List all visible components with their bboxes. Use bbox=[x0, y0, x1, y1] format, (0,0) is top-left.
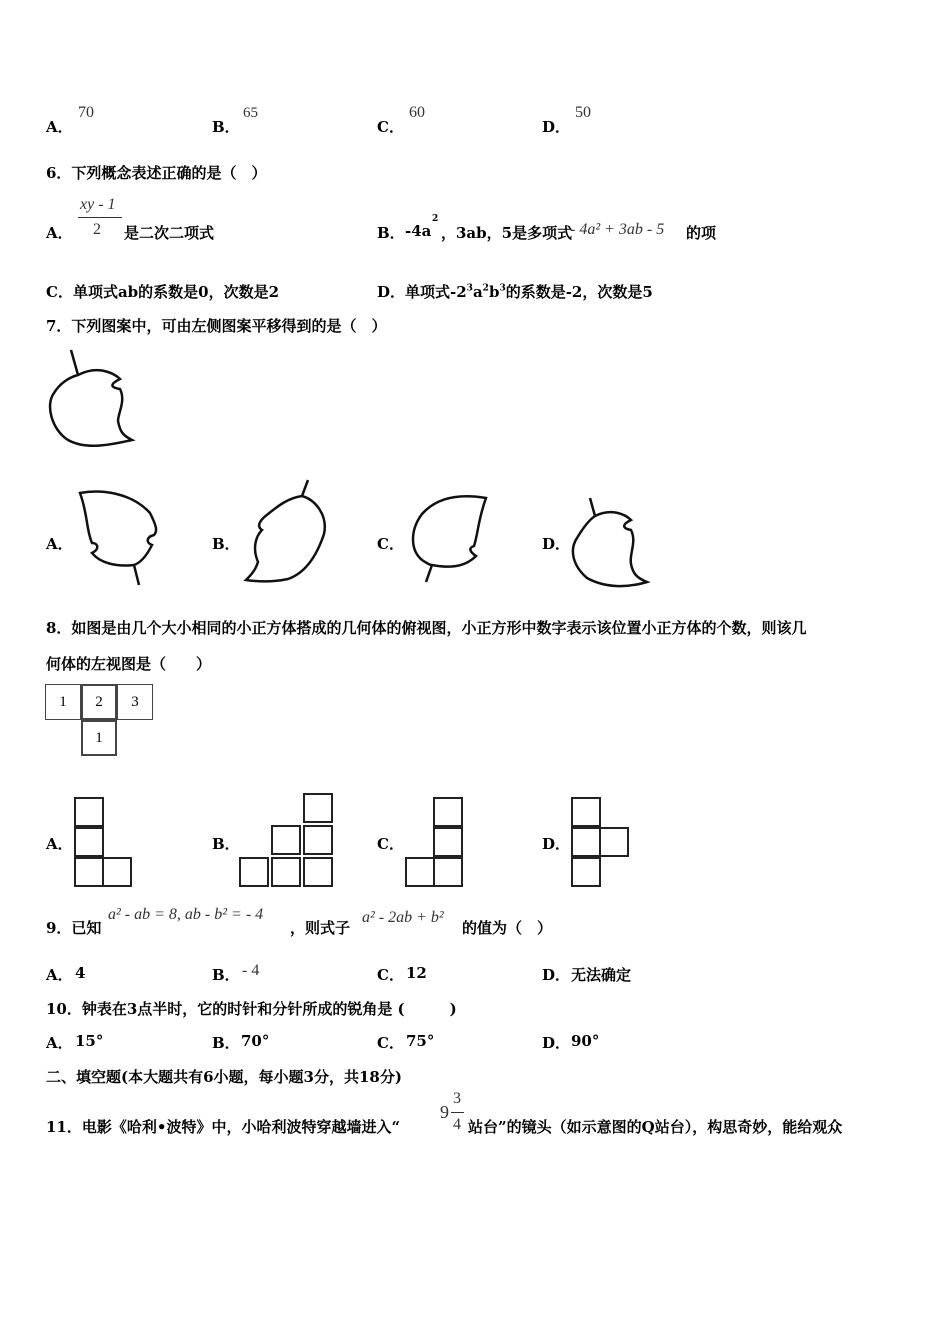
q6-a-denominator: 2 bbox=[93, 221, 101, 238]
q6-d-sup3: 3 bbox=[499, 283, 506, 294]
q8-stem-line1: 8．如图是由几个大小相同的小正方体搭成的几何体的俯视图，小正方形中数字表示该位置小正方体的个数，则该几 bbox=[46, 619, 807, 637]
q6-d-text2: a bbox=[472, 283, 483, 301]
q9-option-c-label[interactable]: C． bbox=[377, 966, 404, 984]
q8-stem-line2: 何体的左视图是（ ） bbox=[46, 655, 212, 673]
q11-fraction-bar bbox=[451, 1112, 464, 1113]
grid-cell: 3 bbox=[117, 684, 153, 720]
q11-prefix: 11．电影《哈利•波特》中，小哈利波特穿越墙进入“ bbox=[46, 1118, 401, 1136]
q7-option-b-label[interactable]: B． bbox=[212, 535, 240, 553]
q5-option-b-label[interactable]: B． bbox=[212, 118, 240, 136]
q6-option-a-label[interactable]: A． bbox=[46, 224, 73, 242]
q8-option-b-label[interactable]: B． bbox=[212, 835, 240, 853]
grid-cell: 2 bbox=[81, 684, 117, 720]
q6-a-fraction-bar bbox=[78, 217, 122, 218]
q7-option-d-label[interactable]: D． bbox=[542, 535, 571, 553]
q6-option-c[interactable]: C．单项式ab的系数是0，次数是2 bbox=[46, 283, 280, 301]
q10-option-c-label[interactable]: C． bbox=[377, 1034, 404, 1052]
q6-stem: 6．下列概念表述正确的是（ ） bbox=[46, 164, 267, 182]
q8-option-c-label[interactable]: C． bbox=[377, 835, 404, 853]
q7-stem: 7．下列图案中，可由左侧图案平移得到的是（ ） bbox=[46, 317, 387, 335]
q9-option-d-label[interactable]: D． bbox=[542, 966, 571, 984]
q7-option-d-leaf[interactable] bbox=[565, 494, 665, 594]
q6-b-text1: -4a bbox=[405, 222, 432, 240]
q9-prefix: 9．已知 bbox=[46, 919, 102, 937]
q6-d-text4: 的系数是-2，次数是5 bbox=[505, 283, 653, 301]
q8-option-d-label[interactable]: D． bbox=[542, 835, 571, 853]
q5-option-d-label[interactable]: D． bbox=[542, 118, 571, 136]
q6-d-text1: D．单项式-2 bbox=[377, 283, 467, 301]
grid-cell: 1 bbox=[45, 684, 81, 720]
q5-option-a-label[interactable]: A． bbox=[46, 118, 73, 136]
q5-option-c-value: 60 bbox=[409, 104, 425, 121]
q11-mixed-denominator: 4 bbox=[453, 1116, 461, 1133]
q9-option-a-value: 4 bbox=[75, 964, 86, 982]
grid-cell: 1 bbox=[81, 720, 117, 756]
q6-d-sup2: 2 bbox=[482, 283, 489, 294]
q7-option-a-leaf[interactable] bbox=[72, 485, 172, 590]
q9-option-c-value: 12 bbox=[406, 964, 427, 982]
q7-option-b-leaf[interactable] bbox=[238, 476, 338, 586]
q5-option-a-value: 70 bbox=[78, 104, 94, 121]
q11-mixed-numerator: 3 bbox=[453, 1090, 461, 1107]
q9-option-d-value: 无法确定 bbox=[571, 966, 632, 984]
q6-b-sup: 2 bbox=[432, 214, 439, 224]
q6-b-text3: 的项 bbox=[686, 224, 717, 242]
q5-option-b-value: 65 bbox=[243, 105, 258, 121]
q11-mixed-whole: 9 bbox=[440, 1102, 449, 1122]
q11-suffix: 站台”的镜头（如示意图的Q站台），构思奇妙，能给观众 bbox=[468, 1118, 843, 1136]
q9-middle: ，则式子 bbox=[290, 919, 351, 937]
q10-option-b-value: 70° bbox=[241, 1032, 270, 1050]
q6-d-text3: b bbox=[488, 283, 500, 301]
q6-b-expression: - 4a² + 3ab - 5 bbox=[570, 221, 665, 238]
q9-given-expression: a² - ab = 8, ab - b² = - 4 bbox=[108, 906, 264, 923]
q8-option-a-label[interactable]: A． bbox=[46, 835, 73, 853]
q9-target-expression: a² - 2ab + b² bbox=[362, 909, 444, 926]
q10-option-a-label[interactable]: A． bbox=[46, 1034, 73, 1052]
q9-suffix: 的值为（ ） bbox=[462, 919, 553, 937]
q9-option-b-label[interactable]: B． bbox=[212, 966, 240, 984]
q6-option-b-label[interactable]: B． bbox=[377, 224, 405, 242]
q10-option-d-label[interactable]: D． bbox=[542, 1034, 571, 1052]
q9-option-a-label[interactable]: A． bbox=[46, 966, 73, 984]
q10-option-c-value: 75° bbox=[406, 1032, 435, 1050]
q10-option-d-value: 90° bbox=[571, 1032, 600, 1050]
q6-option-d[interactable] bbox=[377, 281, 653, 302]
q10-option-a-value: 15° bbox=[75, 1032, 104, 1050]
q6-a-numerator: xy - 1 bbox=[80, 196, 116, 213]
q6-d-sup1: 3 bbox=[466, 283, 473, 294]
q9-option-b-value: - 4 bbox=[242, 962, 260, 979]
q7-option-c-label[interactable]: C． bbox=[377, 535, 404, 553]
q10-option-b-label[interactable]: B． bbox=[212, 1034, 240, 1052]
q10-stem: 10．钟表在3点半时，它的时针和分针所成的锐角是 ( ) bbox=[46, 1000, 457, 1018]
q6-a-text: 是二次二项式 bbox=[124, 224, 215, 242]
q7-option-c-leaf[interactable] bbox=[402, 490, 502, 590]
section-title: 二、填空题(本大题共有6小题，每小题3分，共18分) bbox=[46, 1068, 402, 1086]
q7-reference-leaf bbox=[40, 345, 140, 455]
q5-option-c-label[interactable]: C． bbox=[377, 118, 404, 136]
q7-option-a-label[interactable]: A． bbox=[46, 535, 73, 553]
q5-option-d-value: 50 bbox=[575, 104, 591, 121]
q6-b-text2: ，3ab，5是多项式 bbox=[441, 224, 573, 242]
